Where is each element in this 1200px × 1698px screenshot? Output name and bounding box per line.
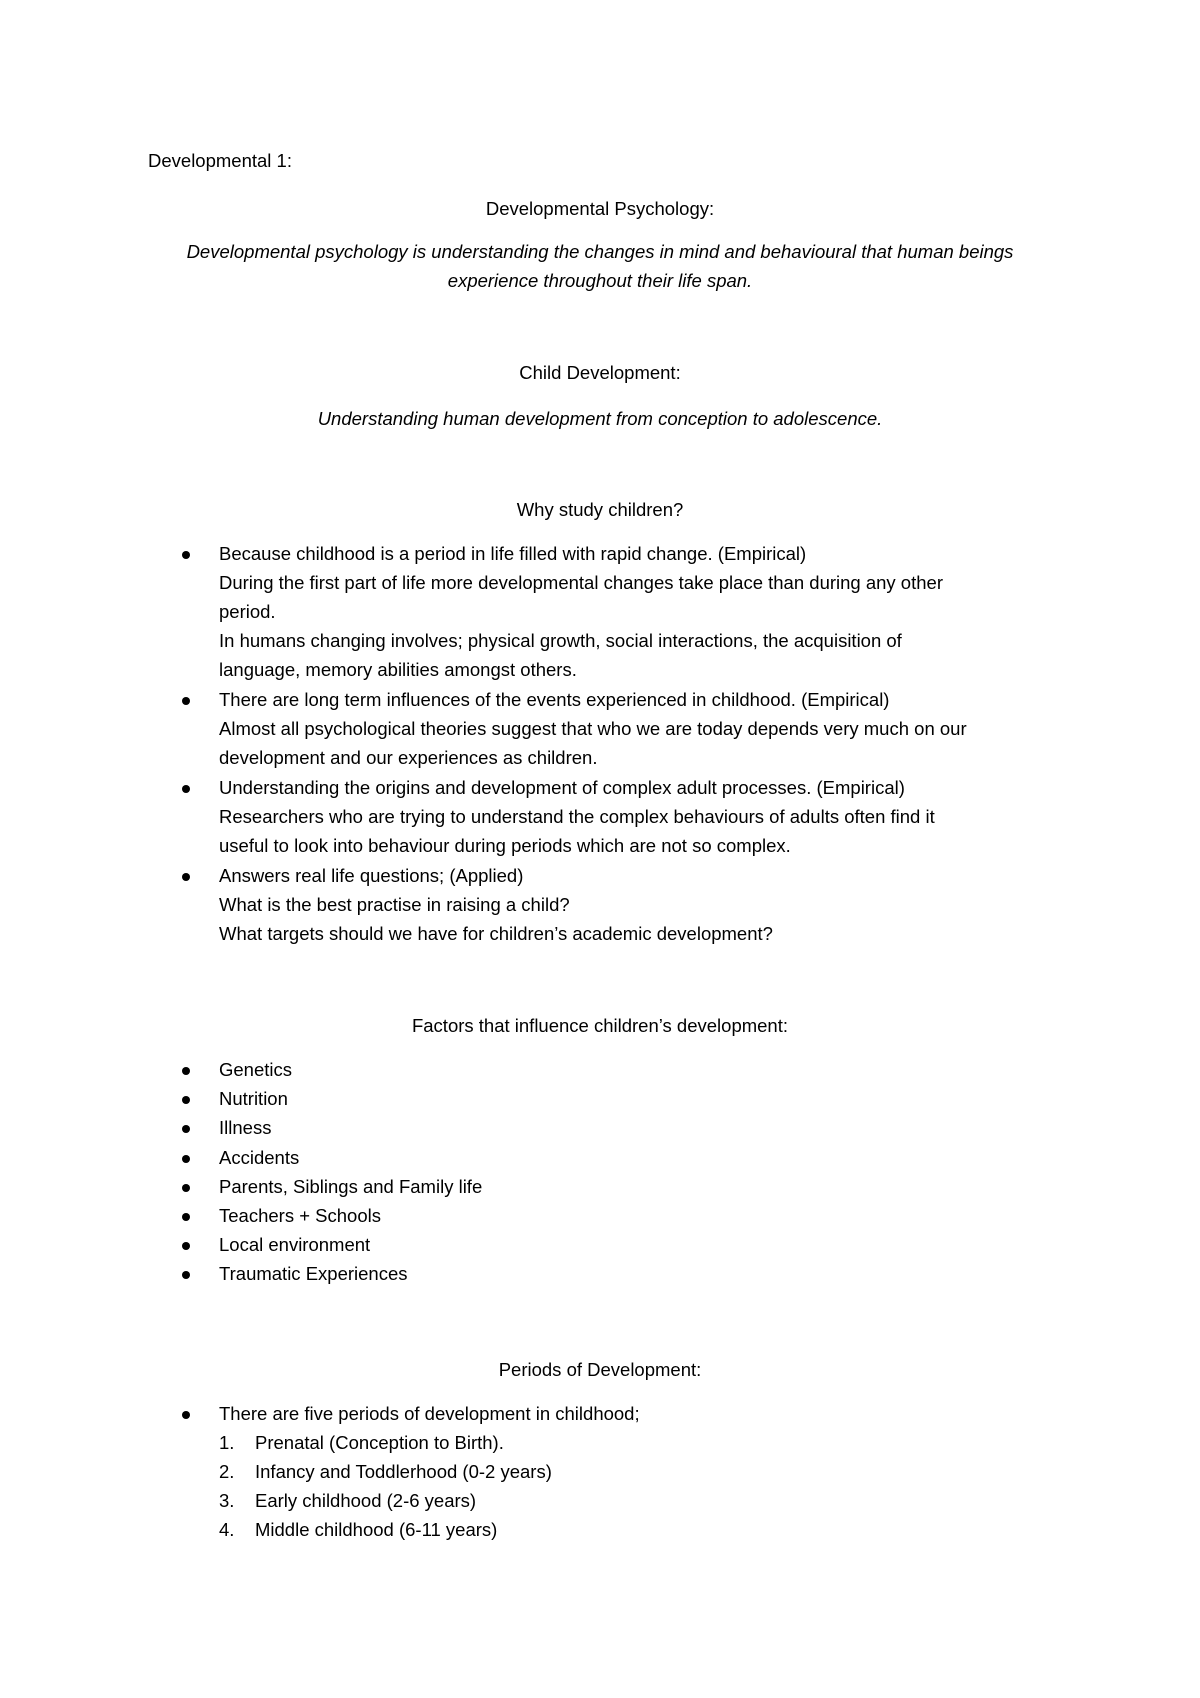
bullet-icon (182, 785, 190, 793)
why-item-1-line: period. (219, 601, 276, 622)
periods-intro: There are five periods of development in childhood; (219, 1403, 640, 1424)
why-item-3-label: Understanding the origins and development of complex adult processes. (Empirical) (219, 777, 905, 798)
factors-title: Factors that influence children’s development: (411, 1015, 789, 1036)
period-item: Infancy and Toddlerhood (0-2 years) (255, 1461, 552, 1482)
child-dev-title: Child Development: (519, 362, 681, 383)
period-item: Early childhood (2-6 years) (255, 1490, 477, 1511)
period-number: 4. (219, 1519, 235, 1540)
why-item-3-line: Researchers who are trying to understand the complex behaviours of adults often find it (219, 806, 935, 827)
factor-item: Local environment (219, 1234, 371, 1255)
factor-item: Nutrition (219, 1088, 288, 1109)
why-item-4-label: Answers real life questions; (Applied) (219, 865, 524, 886)
bullet-icon (182, 1213, 190, 1221)
factor-item: Illness (219, 1117, 272, 1138)
why-item-2-label: There are long term influences of the events experienced in childhood. (Empirical) (219, 689, 890, 710)
bullet-icon (182, 1125, 190, 1133)
period-item: Middle childhood (6-11 years) (255, 1519, 498, 1540)
why-item-1-line: In humans changing involves; physical growth, social interactions, the acquisition of (219, 630, 902, 651)
bullet-icon (182, 1096, 190, 1104)
dev-psych-definition-line1: Developmental psychology is understanding the changes in mind and behavioural that human beings (186, 241, 1014, 262)
why-item-1-label: Because childhood is a period in life filled with rapid change. (Empirical) (219, 543, 807, 564)
periods-title: Periods of Development: (498, 1359, 702, 1380)
why-study-title: Why study children? (516, 499, 684, 520)
bullet-icon (182, 551, 190, 559)
bullet-icon (182, 1411, 190, 1419)
factor-item: Parents, Siblings and Family life (219, 1176, 483, 1197)
factor-item: Accidents (219, 1147, 300, 1168)
why-item-4-line: What targets should we have for children’s academic development? (219, 923, 773, 944)
document-heading: Developmental 1: (148, 150, 292, 171)
why-item-4-line: What is the best practise in raising a child? (219, 894, 570, 915)
why-item-1-line: During the first part of life more developmental changes take place than during any other (219, 572, 943, 593)
period-number: 1. (219, 1432, 235, 1453)
bullet-icon (182, 1242, 190, 1250)
dev-psych-title: Developmental Psychology: (485, 198, 715, 219)
period-number: 2. (219, 1461, 235, 1482)
bullet-icon (182, 697, 190, 705)
factor-item: Genetics (219, 1059, 293, 1080)
dev-psych-definition-line2: experience throughout their life span. (447, 270, 753, 291)
bullet-icon (182, 1155, 190, 1163)
bullet-icon (182, 873, 190, 881)
bullet-icon (182, 1067, 190, 1075)
why-item-3-line: useful to look into behaviour during periods which are not so complex. (219, 835, 791, 856)
bullet-icon (182, 1271, 190, 1279)
child-dev-definition: Understanding human development from conception to adolescence. (317, 408, 883, 429)
period-number: 3. (219, 1490, 235, 1511)
factor-item: Traumatic Experiences (219, 1263, 408, 1284)
bullet-icon (182, 1184, 190, 1192)
period-item: Prenatal (Conception to Birth). (255, 1432, 504, 1453)
why-item-1-line: language, memory abilities amongst others. (219, 659, 577, 680)
why-item-2-line: Almost all psychological theories suggest that who we are today depends very much on our (219, 718, 967, 739)
factor-item: Teachers + Schools (219, 1205, 381, 1226)
why-item-2-line: development and our experiences as children. (219, 747, 598, 768)
